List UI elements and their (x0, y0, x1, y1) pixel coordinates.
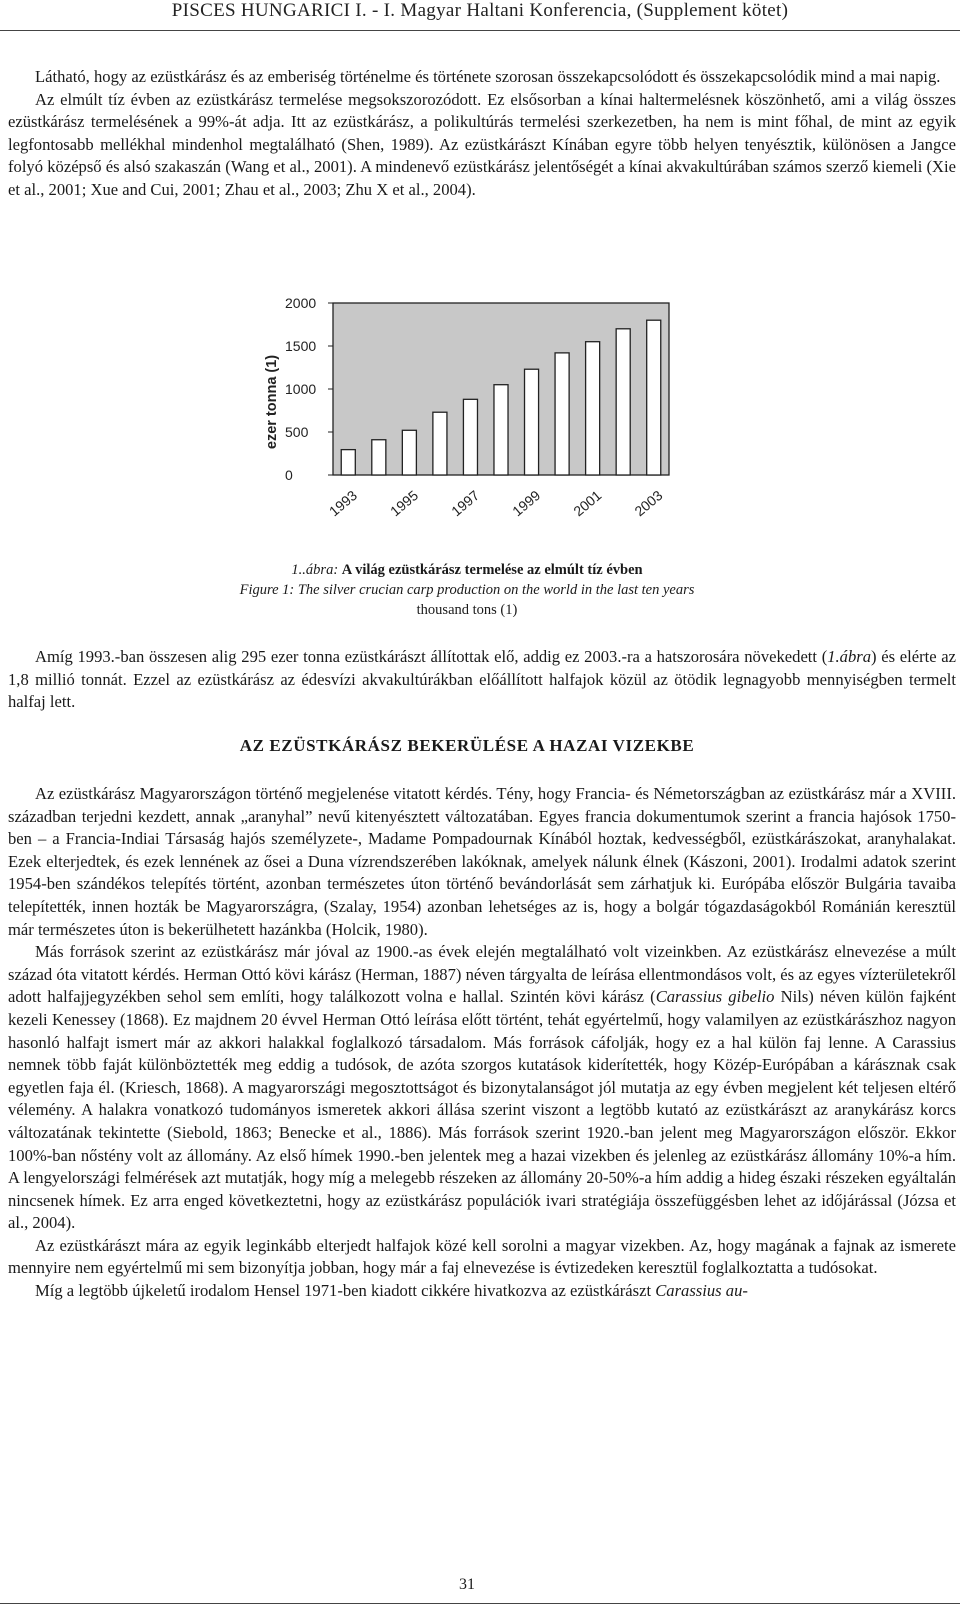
intro-paragraph-2: Az elmúlt tíz évben az ezüstkárász termelése megsokszorozódott. Ez elsősorban a kínai haltermelésnek köszönhető, ami a világ összes ezüstkárász termelésének a 99%-át adja. Itt az ezüstkárász, a polikultúrás termelési szerkezetben, ha nem is mint főhal, de mint az egyik legfontosabb mellékhal mindenhol megtalálható (Shen, 1989). Az ezüstkárászt Kínában egyre több helyen tenyésztik, különösen a Jangce folyó középső és alsó szakaszán (Wang et al., 2001). A mindenevő ezüstkárász jelentőségét a kínai akvakultúrában számos szerző kiemeli (Xie et al., 2001; Xue and Cui, 2001; Zhau et al., 2003; Zhu X et al., 2004). (8, 89, 956, 199)
intro-paragraph-1: Látható, hogy az ezüstkárász és az emberiség történelme és története szorosan összekapcsolódott és összekapcsolódik mind a mai napig. (35, 67, 941, 86)
running-header-text: PISCES HUNGARICI I. - I. Magyar Haltani Konferencia, (Supplement kötet) (171, 0, 789, 21)
y-tick-label: 2000 (285, 295, 317, 311)
after-figure-paragraph (8, 646, 956, 714)
figure-caption-label: 1..ábra: (291, 562, 339, 578)
header-divider (0, 30, 960, 31)
bar-1995 (402, 430, 416, 475)
after-figure-section (8, 646, 956, 714)
bar-chart-svg (263, 290, 683, 555)
figure-1-chart (263, 290, 683, 555)
x-tick-label: 1995 (387, 487, 422, 520)
bar-1997 (463, 399, 477, 475)
running-header (0, 0, 960, 30)
bar-1993 (341, 450, 355, 475)
page-number: 31 (459, 1576, 475, 1593)
species-name-italic: Carassius gibelio (655, 987, 775, 1007)
chart-plot (285, 295, 669, 519)
x-tick-label: 1999 (509, 487, 544, 520)
section-heading: AZ EZÜSTKÁRÁSZ BEKERÜLÉSE A HAZAI VIZEKBE (239, 736, 695, 755)
body-paragraph-1: Az ezüstkárász Magyarországon történő megjelenése vitatott kérdés. Tény, hogy Francia- és Németországban az ezüstkárász már a XVIII. században terjedni kezdett, annak „aranyhal” nevű kitenyésztett változatában. Egyes francia dokumentumok szerint a francia hajósok 1750-ben – a Francia-Indiai Társaság hajós személyzete-, Madame Pompadournak Kínából hoztak, kedvességből, ezüstkárászokat, aranyhalakat. Ezek elterjedtek, és ezek lennének az ősei a Duna vízrendszerében lakóknak, amelyek nálunk élnek (Kászoni, 2001). Irodalmi adatok szerint 1954-ben szándékos telepítés történt, azonban természetes úton történő bevándorlását sem zárhatjuk ki. Európába először Bulgária tavaiba telepítették, innen hozták be Magyarországra, (Szalay, 1954) azonban lehetséges az is, hogy a bolgár tógazdaságokból Románián keresztül már természetes úton is bekerülhetett hazánkba (Holcik, 1980). (8, 784, 956, 939)
y-tick-label: 1500 (285, 338, 317, 354)
y-tick-label: 1000 (285, 381, 317, 397)
bar-2002 (616, 329, 630, 475)
x-tick-label: 2003 (631, 487, 666, 520)
body-paragraph-3: Az ezüstkárászt mára az egyik leginkább elterjedt halfajok közé kell sorolni a magyar vizekben. Az, hogy magának a fajnak az ismerete mennyire nem egyértelmű mi sem bizonyítja jobban, hogy már a faj elnevezése is évtizedeken keresztül foglalkoztatta a tudósokat. (8, 1235, 956, 1278)
after-figure-text-2: ) és elérte az 1,8 millió tonnát. Ezzel az ezüstkárász az édesvízi akvakultúrákban előállított halfajok közül az ötödik legnagyobb mennyiségben termelt halfaj lett. (8, 647, 956, 712)
figure-reference: 1.ábra (827, 647, 872, 666)
body-paragraph-2-text-1: Más források szerint az ezüstkárász már jóval az 1900.-as évek elején megtalálható volt vizeinkben. Az ezüstkárász elnevezése a múlt század óta vitatott kérdés. Herman Ottó kövi kárász (Herman, 1887) néven tárgyalta de leírása ellentmondásos volt, és az egyes vízterületekről adott halfajjegyzékben sehol sem említi, hogy találkozott volna e hallal. Szintén kövi kárász ( (8, 942, 956, 1007)
footer-divider (0, 1603, 960, 1604)
figure-caption-text: A világ ezüstkárász termelése az elmúlt tíz évben (341, 562, 643, 578)
bar-1996 (433, 412, 447, 475)
y-tick-label: 0 (285, 467, 293, 483)
body-paragraph-4 (8, 1280, 956, 1303)
y-axis-label: ezer tonna (1) (264, 354, 280, 450)
figure-caption-title (0, 560, 934, 580)
bar-2001 (586, 342, 600, 475)
intro-section (8, 66, 956, 202)
figure-caption-units: thousand tons (1) (416, 602, 518, 618)
bar-1999 (525, 369, 539, 475)
body-paragraph-2-text-2: Nils) néven külön fajként kezeli Kenessey (1868). Ez majdnem 20 évvel Herman Ottó leírása előtt történt, tehát egyértelmű, hogy valamilyen az ezüstkárászhoz nagyon hasonló halfajt ismert már az akkori halakkal foglalkozó társadalom. Más források cáfolják, hogy ez a hal külön faj lenne. A Carassius nemnek több faját különböztették meg eddig a tudósok, de azóta szorgos kutatások kiderítették, hogy Közép-Európában a kárásznak csak egyetlen faja él. (Kriesch, 1868). A magyarországi megosztottságot és bizonytalanságot jól mutatja az egy évben megjelent két teljesen eltérő vélemény. A halakra vonatkozó tudományos ismeretek akkori állása szerint viszont a legtöbb kutató az ezüstkárászt az aranykárász korcs változatának tekintette (Siebold, 1863; Benecke et al., 1886). Más források szerint 1920.-ban jelent meg Magyarországon először. Ekkor 100%-ban nőstény volt az állomány. Az első hímek 1990.-ben jelentek meg a hazai vizekben és jelenleg az ezüstkárász állomány 10%-a hím. A lengyelországi felmérések azt mutatják, hogy míg a melegebb részeken az állomány 20-50%-a hím addig a hideg északi részeken egyáltalán nincsenek hímek. Ez arra enged következtetni, hogy az ezüstkárász populációk ivari stratégiája összefüggésben lehet az időjárással (Józsa et al., 2004). (8, 987, 956, 1233)
y-tick-label: 500 (285, 424, 309, 440)
bar-2000 (555, 353, 569, 475)
after-figure-text-1: Amíg 1993.-ban összesen alig 295 ezer tonna ezüstkárászt állítottak elő, addig ez 2003.-ra a hatszorosára növekedett ( (35, 647, 828, 666)
x-tick-label: 2001 (570, 487, 605, 520)
section-body (8, 783, 956, 1303)
species-name-italic-2: Carassius au- (655, 1281, 748, 1301)
figure-caption-english: Figure 1: The silver crucian carp production on the world in the last ten years (239, 582, 695, 598)
bar-1994 (372, 440, 386, 475)
body-paragraph-4-text: Míg a legtöbb újkeletű irodalom Hensel 1971-ben kiadott cikkére hivatkozva az ezüstkárászt (35, 1281, 656, 1301)
bar-1998 (494, 385, 508, 475)
x-tick-label: 1997 (448, 487, 483, 520)
x-tick-label: 1993 (325, 487, 361, 520)
body-paragraph-2 (8, 941, 956, 1235)
bar-2003 (647, 320, 661, 475)
